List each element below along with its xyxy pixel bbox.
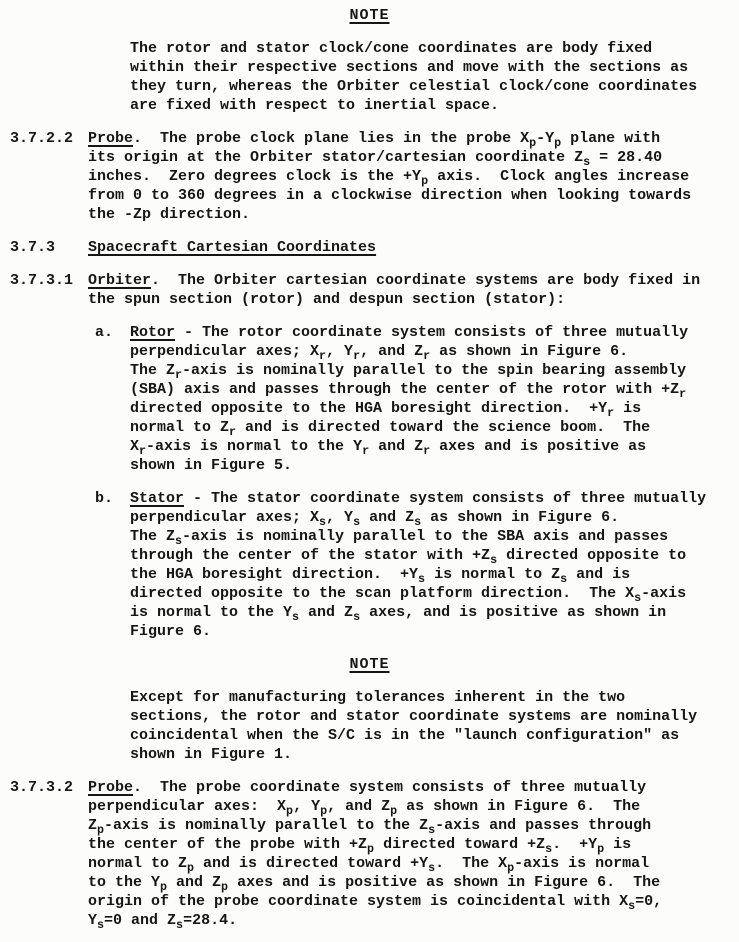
section-number: 3.7.2.2: [10, 130, 74, 147]
text-line: origin of the probe coordinate system is coincidental with $X_s=0$,: [88, 893, 663, 913]
text-line: perpendicular axes: $X_p$, $Y_p$, and $Z_p$ as shown in Figure 6. The: [88, 798, 641, 818]
note-heading: [0, 655, 739, 674]
text-line: Stator - The stator coordinate system consists of three mutually: [130, 490, 707, 507]
section-number: 3.7.3.1: [10, 272, 74, 289]
text-line: is normal to the $Y_s$ and $Z_s$ axes, and is positive as shown in: [130, 604, 667, 624]
text-line: Figure 6.: [130, 623, 212, 640]
text-line: sections, the rotor and stator coordinate systems are nominally: [130, 708, 698, 725]
text-line: from 0 to 360 degrees in a clockwise direction when looking towards: [88, 187, 692, 204]
text-line: perpendicular axes; $X_s$, $Y_s$ and $Z_s$ as shown in Figure 6.: [130, 509, 620, 529]
text-line: normal to $Z_r$ and is directed toward the science boom. The: [130, 419, 651, 439]
text-line: shown in Figure 1.: [130, 746, 293, 763]
list-item-bullet: a.: [95, 324, 114, 341]
text-line: the center of the probe with $+Z_p$ directed toward $+Z_s$. $+Y_p$ is: [88, 836, 632, 856]
note-heading-text: NOTE: [349, 656, 390, 673]
text-line: they turn, whereas the Orbiter celestial clock/cone coordinates: [130, 78, 698, 95]
text-line: through the center of the stator with $+Z_s$ directed opposite to: [130, 547, 687, 567]
note-heading-text: NOTE: [349, 7, 390, 24]
note-paragraph: [0, 39, 739, 115]
note-paragraph: [0, 688, 739, 764]
section-paragraph: [0, 129, 739, 224]
text-line: shown in Figure 5.: [130, 457, 293, 474]
text-line: normal to $Z_p$ and is directed toward $+Y_s$. The $X_p$-axis is normal: [88, 855, 650, 875]
text-line: the -Zp direction.: [88, 206, 251, 223]
text-line: The rotor and stator clock/cone coordinates are body fixed: [130, 40, 653, 57]
text-line: The $Z_s$-axis is nominally parallel to the SBA axis and passes: [130, 528, 669, 548]
text-line: the HGA boresight direction. $+Y_s$ is normal to $Z_s$ and is: [130, 566, 631, 586]
section-paragraph: [0, 271, 739, 309]
section-number: 3.7.3: [10, 239, 56, 256]
text-line: Probe. The probe clock plane lies in the probe $X_p-Y_p$ plane with: [88, 130, 661, 150]
text-line: directed opposite to the HGA boresight direction. $+Y_r$ is: [130, 400, 642, 420]
text-line: are fixed with respect to inertial space.: [130, 97, 500, 114]
text-line: (SBA) axis and passes through the center of the rotor with $+Z_r$: [130, 381, 687, 401]
text-line: Probe. The probe coordinate system consists of three mutually: [88, 779, 647, 796]
note-heading: [0, 6, 739, 25]
document-body: [0, 6, 739, 930]
text-line: perpendicular axes; $X_r$, $Y_r$, and $Z_r$ as shown in Figure 6.: [130, 343, 629, 363]
text-line: Spacecraft Cartesian Coordinates: [88, 239, 377, 256]
list-item: [0, 323, 739, 475]
text-line: Rotor - The rotor coordinate system consists of three mutually: [130, 324, 689, 341]
text-line: $Y_s=0$ and $Z_s=28.4$.: [88, 912, 238, 932]
text-line: the spun section (rotor) and despun section (stator):: [88, 291, 566, 308]
list-item: [0, 489, 739, 641]
section-paragraph: [0, 778, 739, 930]
text-line: The $Z_r$-axis is nominally parallel to the spin bearing assembly: [130, 362, 687, 382]
text-line: Except for manufacturing tolerances inherent in the two: [130, 689, 626, 706]
list-item-bullet: b.: [95, 490, 114, 507]
section-number: 3.7.3.2: [10, 779, 74, 796]
text-line: $Z_p$-axis is nominally parallel to the $Z_s$-axis and passes through: [88, 817, 652, 837]
text-line: $X_r$-axis is normal to the $Y_r$ and $Z_r$ axes and is positive as: [130, 438, 647, 458]
text-line: to the $Y_p$ and $Z_p$ axes and is positive as shown in Figure 6. The: [88, 874, 661, 894]
text-line: Orbiter. The Orbiter cartesian coordinate systems are body fixed in: [88, 272, 701, 289]
text-line: within their respective sections and move with the sections as: [130, 59, 689, 76]
text-line: coincidental when the S/C is in the "launch configuration" as: [130, 727, 680, 744]
text-line: its origin at the Orbiter stator/cartesian coordinate $Z_s = 28.40$: [88, 149, 663, 169]
section-paragraph: [0, 238, 739, 257]
text-line: directed opposite to the scan platform direction. The $X_s$-axis: [130, 585, 687, 605]
text-line: inches. Zero degrees clock is the $+Y_p$ axis. Clock angles increase: [88, 168, 690, 188]
